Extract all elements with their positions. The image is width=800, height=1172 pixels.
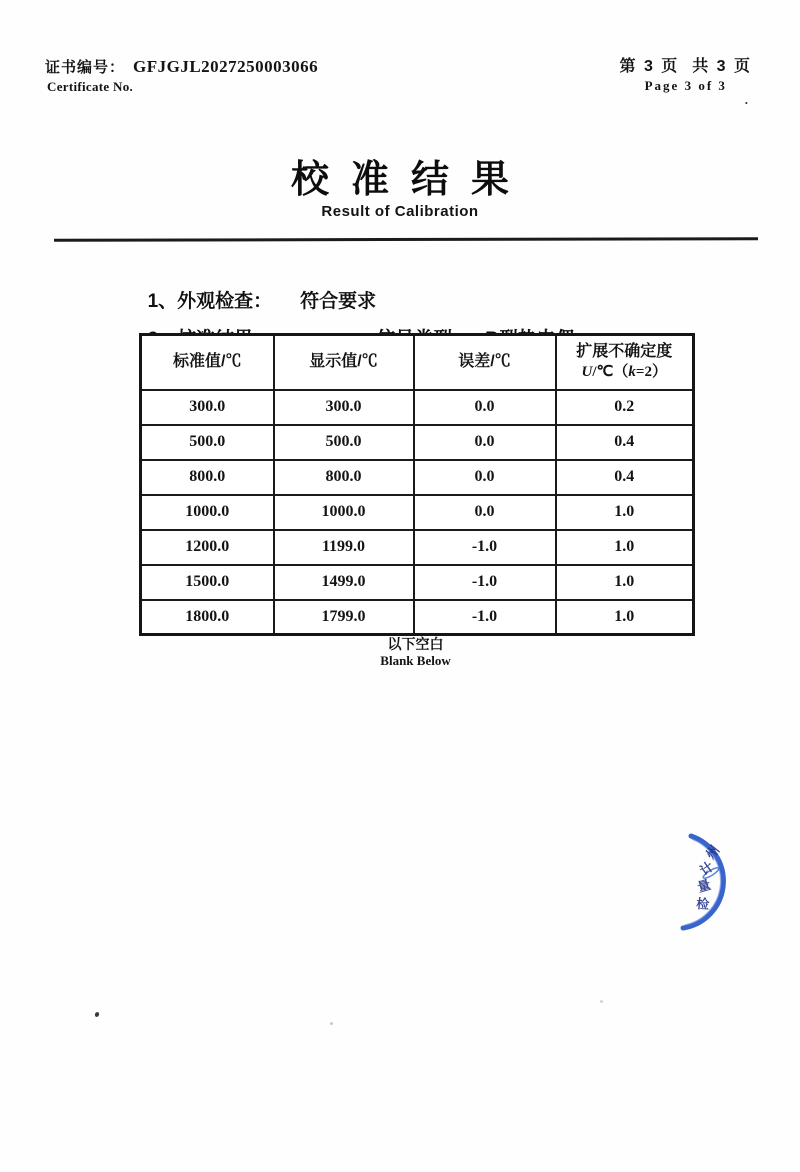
calibration-table [139,333,695,636]
scan-speck [94,1011,100,1017]
table-row [141,565,694,600]
blank-below-en: Blank Below [380,653,451,668]
table-cell: 500.0 [141,425,274,460]
page-number-cn: 第 3 页 共 3 页 [619,58,752,75]
table-header-row [141,335,694,390]
table-cell: 1199.0 [274,530,414,565]
header-uncertainty-line1: 扩展不确定度 [576,343,673,361]
table-row [141,425,694,460]
table-row [141,390,694,425]
table-cell: -1.0 [414,530,556,565]
table-cell: 0.0 [414,390,556,425]
table-row [141,460,694,495]
table-cell: 300.0 [274,390,414,425]
official-seal-partial [620,810,780,960]
table-row [141,495,694,530]
item1-value: 符合要求 [300,291,377,312]
table-cell: 1799.0 [274,600,414,635]
table-cell: 1.0 [556,565,694,600]
page-info-block [620,53,752,94]
header-uncertainty-line2: U/℃（k=2） [581,364,667,381]
table-cell: 1.0 [556,600,694,635]
table-cell: 1800.0 [141,600,274,635]
scan-speck [600,1000,603,1003]
header-expanded-uncertainty [556,335,694,390]
header-standard-value: 标准值/℃ [141,335,274,390]
table-cell: 1200.0 [141,530,274,565]
table-cell: 1.0 [556,530,694,565]
table-row [141,600,694,635]
item1-label: 1、外观检查： [147,291,273,312]
table-cell: -1.0 [414,600,556,635]
table-cell: 800.0 [141,460,274,495]
seal-char-1: 州 [702,842,723,862]
seal-char-2: 计 [696,858,717,879]
table-cell: 300.0 [141,390,274,425]
page-title-en: Result of Calibration [321,203,479,220]
header-displayed-value: 显示值/℃ [274,335,414,390]
seal-char-4: 检 [695,896,710,912]
table-cell: 1499.0 [274,565,414,600]
certificate-label-en: Certificate No. [47,79,134,94]
title-divider [54,237,758,241]
table-cell: -1.0 [414,565,556,600]
page-number-en: Page 3 of 3 [644,78,727,93]
calibration-table-body [141,390,694,635]
table-cell: 1000.0 [141,495,274,530]
header-error: 误差/℃ [414,335,556,390]
table-cell: 500.0 [274,425,414,460]
scan-speck [330,1022,333,1025]
table-cell: 1000.0 [274,495,414,530]
table-cell: 0.0 [414,425,556,460]
table-row [141,530,694,565]
blank-below-cn: 以下空白 [387,636,444,652]
certificate-label-cn: 证书编号： [45,59,126,76]
stray-dot: . [744,92,748,107]
table-cell: 0.4 [556,425,694,460]
certificate-number: GFJGJL2027250003066 [133,57,319,76]
table-cell: 0.4 [556,460,694,495]
certificate-number-block [45,56,318,95]
table-cell: 0.2 [556,390,694,425]
page-title-cn: 校准结果 [290,159,531,201]
table-cell: 0.0 [414,460,556,495]
seal-char-3: 量 [695,876,713,895]
table-cell: 0.0 [414,495,556,530]
table-cell: 1500.0 [141,565,274,600]
table-cell: 1.0 [556,495,694,530]
table-cell: 800.0 [274,460,414,495]
